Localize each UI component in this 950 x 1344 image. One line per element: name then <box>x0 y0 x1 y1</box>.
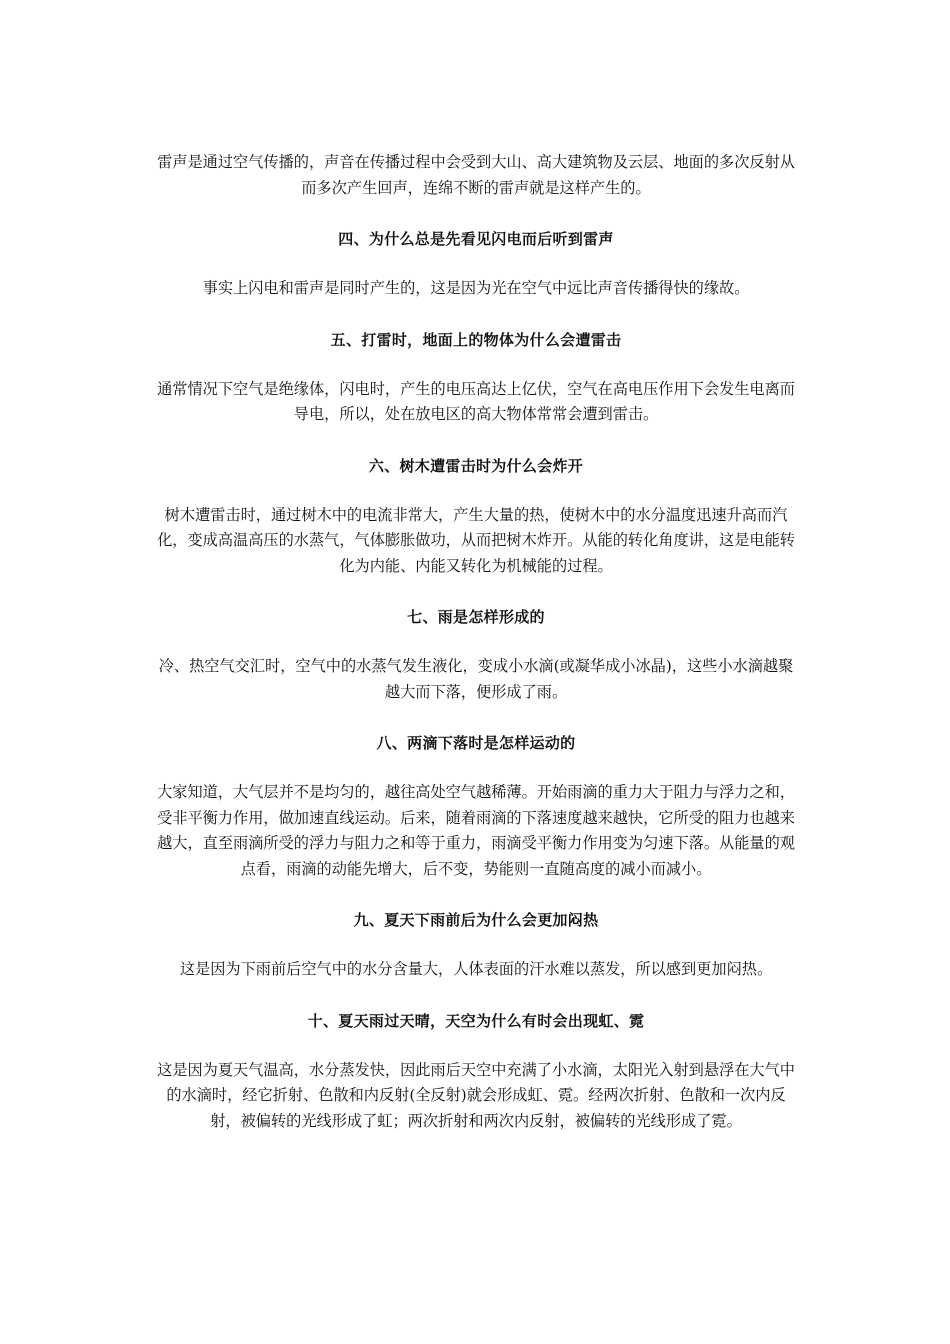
section-body-10: 这是因为夏天气温高，水分蒸发快，因此雨后天空中充满了小水滴，太阳光入射到悬浮在大气中的水滴时，经它折射、色散和内反射(全反射)就会形成虹、霓。经两次折射、色散和一次内反射，被偏转的光线形成了虹；两次折射和两次内反射，被偏转的光线形成了霓。 <box>157 1060 795 1130</box>
section-body-5: 通常情况下空气是绝缘体，闪电时，产生的电压高达上亿伏，空气在高电压作用下会发生电离而导电，所以，处在放电区的高大物体常常会遭到雷击。 <box>157 379 795 423</box>
intro-paragraph: 雷声是通过空气传播的，声音在传播过程中会受到大山、高大建筑物及云层、地面的多次反射从而多次产生回声，连绵不断的雷声就是这样产生的。 <box>157 153 795 197</box>
section-body-4: 事实上闪电和雷声是同时产生的，这是因为光在空气中远比声音传播得快的缘故。 <box>202 279 750 297</box>
section-body-9: 这是因为下雨前后空气中的水分含量大，人体表面的汗水难以蒸发，所以感到更加闷热。 <box>179 960 773 978</box>
section-body-8: 大家知道，大气层并不是均匀的，越往高处空气越稀薄。开始雨滴的重力大于阻力与浮力之和，受非平衡力作用，做加速直线运动。后来，随着雨滴的下落速度越来越快，它所受的阻力也越来越大，直至雨滴所受的浮力与阻力之和等于重力，雨滴受平衡力作用变为匀速下落。从能量的观点看，雨滴的动能先增大，后不变，势能则一直随高度的减小而减小。 <box>157 783 795 878</box>
section-heading-7: 七、雨是怎样形成的 <box>407 608 545 626</box>
document-content <box>157 150 795 1134</box>
section-heading-5: 五、打雷时，地面上的物体为什么会遭雷击 <box>330 330 622 349</box>
section-heading-6: 六、树木遭雷击时为什么会炸开 <box>368 456 584 475</box>
section-heading-8: 八、两滴下落时是怎样运动的 <box>376 734 576 752</box>
section-heading-10: 十、夏天雨过天晴，天空为什么有时会出现虹、霓 <box>307 1011 645 1030</box>
section-body-6: 树木遭雷击时，通过树木中的电流非常大，产生大量的热，使树木中的水分温度迅速升高而汽化，变成高温高压的水蒸气，气体膨胀做功，从而把树木炸开。从能的转化角度讲，这是电能转化为内能、内能又转化为机械能的过程。 <box>157 505 795 575</box>
section-heading-9: 九、夏天下雨前后为什么会更加闷热 <box>353 911 599 929</box>
section-heading-4: 四、为什么总是先看见闪电而后听到雷声 <box>338 230 614 248</box>
section-body-7: 冷、热空气交汇时，空气中的水蒸气发生液化，变成小水滴(或凝华成小冰晶)，这些小水滴越聚越大而下落，便形成了雨。 <box>158 657 794 701</box>
